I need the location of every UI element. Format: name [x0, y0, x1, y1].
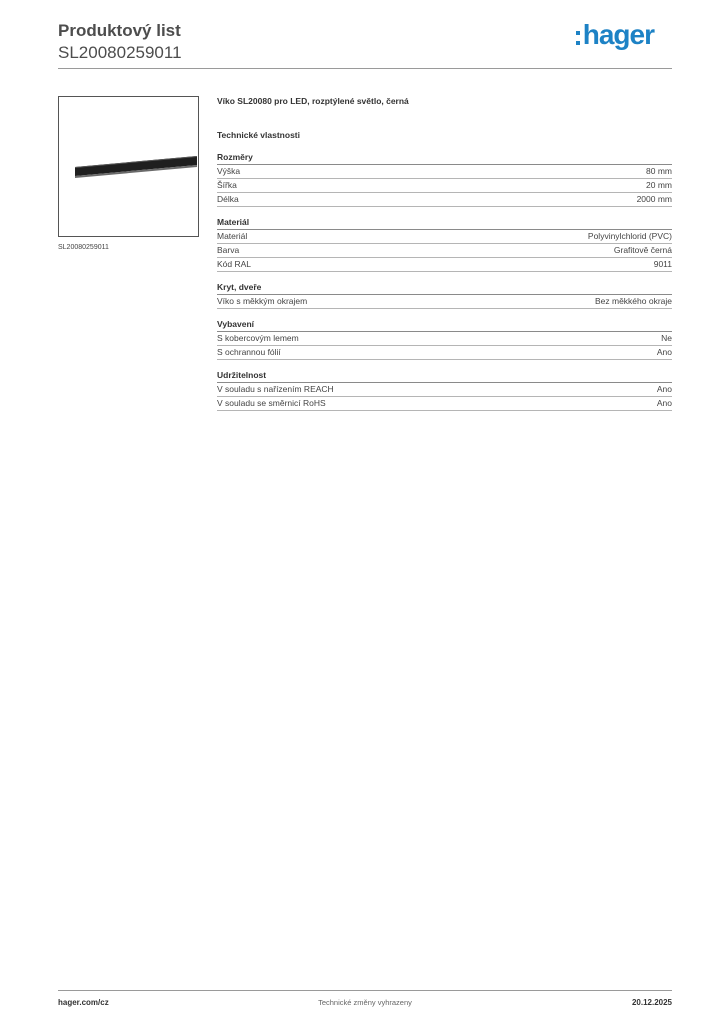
product-name: Víko SL20080 pro LED, rozptýlené světlo, černá	[217, 96, 409, 106]
spec-row	[217, 397, 672, 411]
footer-website-link[interactable]: hager.com/cz	[58, 998, 109, 1007]
footer-note: Technické změny vyhrazeny	[318, 998, 412, 1007]
image-caption: SL20080259011	[58, 244, 109, 251]
section-title: Materiál	[217, 217, 672, 230]
spec-row	[217, 346, 672, 360]
section-sustainability	[217, 370, 672, 411]
tech-properties-heading: Technické vlastnosti	[217, 130, 300, 140]
section-equipment	[217, 319, 672, 360]
spec-row	[217, 193, 672, 207]
section-title: Rozměry	[217, 152, 672, 165]
spec-row	[217, 179, 672, 193]
document-title: Produktový list	[58, 21, 181, 40]
spec-value: 9011	[653, 259, 672, 269]
hager-logo	[576, 20, 654, 50]
cover-strip-icon	[59, 97, 198, 236]
spec-label: V souladu s nařízením REACH	[217, 384, 334, 394]
spec-label: Výška	[217, 166, 241, 176]
page-header	[58, 20, 672, 64]
spec-label: Šířka	[217, 180, 237, 190]
spec-label: Materiál	[217, 231, 248, 241]
spec-label: Délka	[217, 194, 239, 204]
spec-value: Polyvinylchlorid (PVC)	[587, 231, 672, 241]
spec-row	[217, 332, 672, 346]
spec-label: Kód RAL	[217, 259, 252, 269]
spec-value: Grafitově černá	[613, 245, 672, 255]
section-title: Udržitelnost	[217, 370, 672, 383]
section-cover-door	[217, 282, 672, 309]
spec-value: 80 mm	[646, 166, 672, 176]
spec-label: Barva	[217, 245, 240, 255]
spec-row	[217, 295, 672, 309]
section-dimensions	[217, 152, 672, 207]
product-details	[217, 96, 672, 421]
spec-label: Víko s měkkým okrajem	[217, 296, 308, 306]
logo-wordmark: hager	[582, 19, 654, 50]
spec-label: S ochrannou fólií	[217, 347, 281, 357]
spec-row	[217, 230, 672, 244]
spec-value: 20 mm	[646, 180, 672, 190]
spec-value: Ano	[656, 384, 672, 394]
spec-value: Ano	[656, 347, 672, 357]
product-image	[58, 96, 199, 237]
spec-row	[217, 258, 672, 272]
section-title: Vybavení	[217, 319, 672, 332]
footer-date: 20.12.2025	[631, 998, 672, 1007]
product-code: SL20080259011	[58, 43, 182, 62]
spec-row	[217, 383, 672, 397]
spec-row	[217, 165, 672, 179]
logo-dots-icon	[576, 31, 580, 45]
spec-label: V souladu se směrnicí RoHS	[217, 398, 326, 408]
header-divider	[58, 68, 672, 69]
spec-value: Bez měkkého okraje	[594, 296, 672, 306]
section-material	[217, 217, 672, 272]
footer-divider	[58, 990, 672, 991]
spec-label: S kobercovým lemem	[217, 333, 299, 343]
spec-value: Ne	[661, 333, 672, 343]
section-title: Kryt, dveře	[217, 282, 672, 295]
spec-value: Ano	[656, 398, 672, 408]
spec-value: 2000 mm	[636, 194, 672, 204]
spec-row	[217, 244, 672, 258]
